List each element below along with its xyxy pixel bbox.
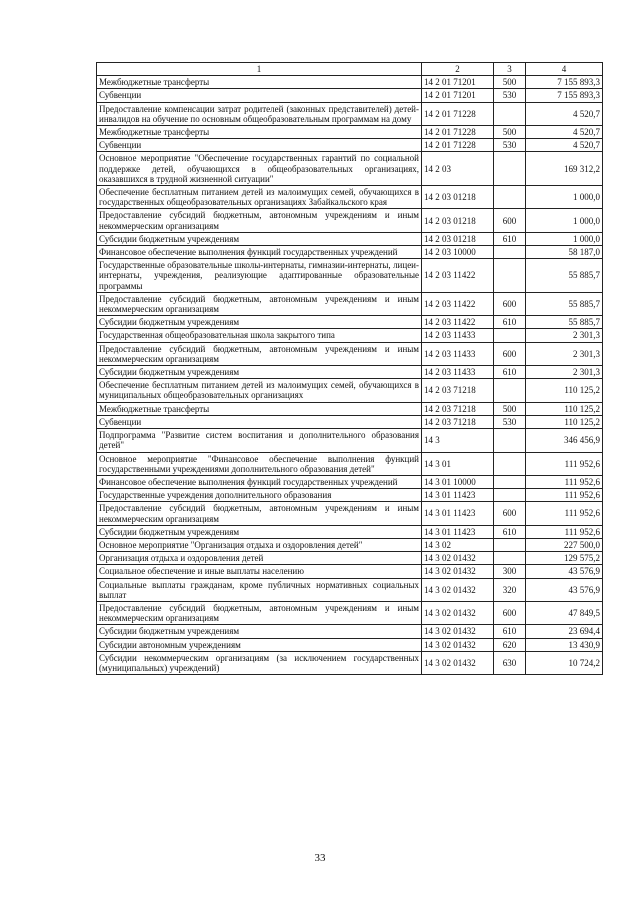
- row-amount-cell: 7 155 893,3: [526, 76, 603, 89]
- row-code-cell: 14 3: [422, 429, 494, 452]
- row-amount-cell: 7 155 893,3: [526, 89, 603, 102]
- row-amount-cell: 23 694,4: [526, 625, 603, 638]
- row-type-cell: 610: [494, 625, 526, 638]
- row-code-cell: 14 2 03: [422, 152, 494, 186]
- row-name-cell: Субвенции: [97, 415, 422, 428]
- row-name-cell: Предоставление субсидий бюджетным, автономным учреждениям и иным некоммерческим организациям: [97, 292, 422, 315]
- row-type-cell: [494, 429, 526, 452]
- row-amount-cell: 346 456,9: [526, 429, 603, 452]
- row-name-cell: Межбюджетные трансферты: [97, 402, 422, 415]
- row-amount-cell: 169 312,2: [526, 152, 603, 186]
- row-type-cell: 610: [494, 366, 526, 379]
- row-type-cell: [494, 186, 526, 209]
- row-code-cell: 14 3 02 01432: [422, 625, 494, 638]
- row-name-cell: Основное мероприятие "Организация отдыха и оздоровления детей": [97, 538, 422, 551]
- row-type-cell: 610: [494, 525, 526, 538]
- row-name-cell: Субсидии бюджетным учреждениям: [97, 366, 422, 379]
- row-name-cell: Государственная общеобразовательная школа закрытого типа: [97, 329, 422, 342]
- table-row: [97, 259, 603, 293]
- row-type-cell: [494, 552, 526, 565]
- row-code-cell: 14 3 01 11423: [422, 525, 494, 538]
- row-type-cell: 610: [494, 232, 526, 245]
- row-amount-cell: 129 575,2: [526, 552, 603, 565]
- row-type-cell: 530: [494, 89, 526, 102]
- row-name-cell: Предоставление компенсации затрат родителей (законных представителей) детей-инвалидов на обучение по основным общеобразовательным программам на дому: [97, 102, 422, 125]
- row-name-cell: Обеспечение бесплатным питанием детей из малоимущих семей, обучающихся в муниципальных общеобразовательных организациях: [97, 379, 422, 402]
- row-code-cell: 14 3 01 11423: [422, 502, 494, 525]
- row-code-cell: 14 3 02 01432: [422, 552, 494, 565]
- table-row: [97, 342, 603, 365]
- row-amount-cell: 43 576,9: [526, 578, 603, 601]
- row-amount-cell: 4 520,7: [526, 139, 603, 152]
- table-row: [97, 578, 603, 601]
- row-name-cell: Социальное обеспечение и иные выплаты населению: [97, 565, 422, 578]
- row-code-cell: 14 3 02 01432: [422, 578, 494, 601]
- row-amount-cell: 1 000,0: [526, 232, 603, 245]
- row-amount-cell: 13 430,9: [526, 638, 603, 651]
- row-type-cell: [494, 102, 526, 125]
- table-row: [97, 152, 603, 186]
- row-name-cell: Субвенции: [97, 89, 422, 102]
- row-name-cell: Организация отдыха и оздоровления детей: [97, 552, 422, 565]
- row-type-cell: 530: [494, 139, 526, 152]
- row-name-cell: Субсидии бюджетным учреждениям: [97, 232, 422, 245]
- row-name-cell: Предоставление субсидий бюджетным, автономным учреждениям и иным некоммерческим организациям: [97, 502, 422, 525]
- table-row: [97, 565, 603, 578]
- row-amount-cell: 110 125,2: [526, 379, 603, 402]
- row-amount-cell: 111 952,6: [526, 502, 603, 525]
- row-amount-cell: 1 000,0: [526, 209, 603, 232]
- table-row: [97, 552, 603, 565]
- table-row: [97, 316, 603, 329]
- row-amount-cell: 47 849,5: [526, 601, 603, 624]
- row-amount-cell: 110 125,2: [526, 415, 603, 428]
- row-amount-cell: 111 952,6: [526, 489, 603, 502]
- row-name-cell: Субсидии автономным учреждениям: [97, 638, 422, 651]
- row-code-cell: 14 2 01 71228: [422, 102, 494, 125]
- table-row: [97, 232, 603, 245]
- table-row: [97, 538, 603, 551]
- table-row: [97, 475, 603, 488]
- row-amount-cell: 43 576,9: [526, 565, 603, 578]
- row-type-cell: 500: [494, 126, 526, 139]
- row-code-cell: 14 3 01 10000: [422, 475, 494, 488]
- header-col-4: 4: [526, 63, 603, 76]
- row-code-cell: 14 3 02 01432: [422, 565, 494, 578]
- table-row: [97, 186, 603, 209]
- row-amount-cell: 4 520,7: [526, 102, 603, 125]
- row-type-cell: 530: [494, 415, 526, 428]
- table-row: [97, 651, 603, 674]
- header-col-1: 1: [97, 63, 422, 76]
- budget-table-container: [96, 62, 602, 675]
- row-amount-cell: 58 187,0: [526, 246, 603, 259]
- row-amount-cell: 2 301,3: [526, 366, 603, 379]
- row-type-cell: [494, 246, 526, 259]
- row-amount-cell: 110 125,2: [526, 402, 603, 415]
- row-code-cell: 14 2 03 11422: [422, 292, 494, 315]
- row-type-cell: [494, 379, 526, 402]
- table-row: [97, 89, 603, 102]
- row-amount-cell: 4 520,7: [526, 126, 603, 139]
- row-code-cell: 14 3 01: [422, 452, 494, 475]
- row-type-cell: 500: [494, 402, 526, 415]
- row-name-cell: Субсидии некоммерческим организациям (за исключением государственных (муниципальных) учреждений): [97, 651, 422, 674]
- row-code-cell: 14 2 03 71218: [422, 402, 494, 415]
- row-amount-cell: 2 301,3: [526, 342, 603, 365]
- row-type-cell: 320: [494, 578, 526, 601]
- row-type-cell: [494, 475, 526, 488]
- row-code-cell: 14 2 03 01218: [422, 209, 494, 232]
- table-row: [97, 139, 603, 152]
- row-type-cell: 600: [494, 601, 526, 624]
- table-row: [97, 415, 603, 428]
- row-code-cell: 14 2 03 11433: [422, 342, 494, 365]
- row-type-cell: 600: [494, 502, 526, 525]
- row-type-cell: [494, 538, 526, 551]
- table-row: [97, 452, 603, 475]
- row-type-cell: [494, 489, 526, 502]
- table-row: [97, 292, 603, 315]
- row-amount-cell: 1 000,0: [526, 186, 603, 209]
- row-name-cell: Финансовое обеспечение выполнения функций государственных учреждений: [97, 246, 422, 259]
- row-code-cell: 14 2 03 01218: [422, 186, 494, 209]
- row-name-cell: Основное мероприятие "Обеспечение государственных гарантий по социальной поддержке детей, обучающихся в общеобразовательных организациях, оказавшихся в трудной жизненной ситуации": [97, 152, 422, 186]
- row-name-cell: Обеспечение бесплатным питанием детей из малоимущих семей, обучающихся в государственных общеобразовательных организациях Забайкальского края: [97, 186, 422, 209]
- row-type-cell: [494, 329, 526, 342]
- row-name-cell: Межбюджетные трансферты: [97, 126, 422, 139]
- row-name-cell: Социальные выплаты гражданам, кроме публичных нормативных социальных выплат: [97, 578, 422, 601]
- row-type-cell: 500: [494, 76, 526, 89]
- row-code-cell: 14 2 03 11433: [422, 329, 494, 342]
- row-type-cell: [494, 152, 526, 186]
- row-code-cell: 14 3 02 01432: [422, 638, 494, 651]
- row-code-cell: 14 2 01 71228: [422, 139, 494, 152]
- row-type-cell: 600: [494, 292, 526, 315]
- table-row: [97, 329, 603, 342]
- row-code-cell: 14 2 01 71201: [422, 76, 494, 89]
- row-code-cell: 14 2 03 11422: [422, 259, 494, 293]
- row-code-cell: 14 2 03 10000: [422, 246, 494, 259]
- table-row: [97, 379, 603, 402]
- row-type-cell: 620: [494, 638, 526, 651]
- row-amount-cell: 227 500,0: [526, 538, 603, 551]
- row-type-cell: 600: [494, 209, 526, 232]
- row-code-cell: 14 2 03 71218: [422, 415, 494, 428]
- row-amount-cell: 111 952,6: [526, 452, 603, 475]
- table-row: [97, 489, 603, 502]
- table-row: [97, 601, 603, 624]
- row-name-cell: Финансовое обеспечение выполнения функций государственных учреждений: [97, 475, 422, 488]
- row-name-cell: Предоставление субсидий бюджетным, автономным учреждениям и иным некоммерческим организациям: [97, 209, 422, 232]
- row-amount-cell: 10 724,2: [526, 651, 603, 674]
- row-code-cell: 14 2 03 01218: [422, 232, 494, 245]
- table-row: [97, 76, 603, 89]
- row-code-cell: 14 2 03 11433: [422, 366, 494, 379]
- table-row: [97, 102, 603, 125]
- row-code-cell: 14 2 01 71228: [422, 126, 494, 139]
- budget-table: [96, 62, 603, 675]
- row-type-cell: [494, 452, 526, 475]
- table-row: [97, 625, 603, 638]
- row-name-cell: Субсидии бюджетным учреждениям: [97, 525, 422, 538]
- row-type-cell: 610: [494, 316, 526, 329]
- table-row: [97, 502, 603, 525]
- header-col-2: 2: [422, 63, 494, 76]
- row-type-cell: [494, 259, 526, 293]
- table-row: [97, 246, 603, 259]
- page-number: 33: [314, 852, 326, 864]
- table-row: [97, 366, 603, 379]
- row-code-cell: 14 3 02 01432: [422, 601, 494, 624]
- row-code-cell: 14 2 03 11422: [422, 316, 494, 329]
- row-name-cell: Субвенции: [97, 139, 422, 152]
- row-name-cell: Государственные образовательные школы-интернаты, гимназии-интернаты, лицеи-интернаты, учреждения, реализующие адаптированные образовательные программы: [97, 259, 422, 293]
- row-name-cell: Субсидии бюджетным учреждениям: [97, 625, 422, 638]
- row-amount-cell: 111 952,6: [526, 475, 603, 488]
- table-row: [97, 525, 603, 538]
- row-name-cell: Предоставление субсидий бюджетным, автономным учреждениям и иным некоммерческим организациям: [97, 601, 422, 624]
- row-amount-cell: 2 301,3: [526, 329, 603, 342]
- row-name-cell: Межбюджетные трансферты: [97, 76, 422, 89]
- table-row: [97, 429, 603, 452]
- row-type-cell: 600: [494, 342, 526, 365]
- row-name-cell: Субсидии бюджетным учреждениям: [97, 316, 422, 329]
- row-amount-cell: 55 885,7: [526, 292, 603, 315]
- row-name-cell: Основное мероприятие "Финансовое обеспечение выполнения функций государственными учреждениями дополнительного образования детей": [97, 452, 422, 475]
- row-code-cell: 14 2 01 71201: [422, 89, 494, 102]
- table-row: [97, 126, 603, 139]
- table-header-row: [97, 63, 603, 76]
- table-row: [97, 402, 603, 415]
- header-col-3: 3: [494, 63, 526, 76]
- row-amount-cell: 55 885,7: [526, 259, 603, 293]
- row-code-cell: 14 3 02: [422, 538, 494, 551]
- row-type-cell: 300: [494, 565, 526, 578]
- table-row: [97, 638, 603, 651]
- row-name-cell: Подпрограмма "Развитие систем воспитания и дополнительного образования детей": [97, 429, 422, 452]
- row-name-cell: Предоставление субсидий бюджетным, автономным учреждениям и иным некоммерческим организациям: [97, 342, 422, 365]
- row-amount-cell: 111 952,6: [526, 525, 603, 538]
- row-code-cell: 14 3 01 11423: [422, 489, 494, 502]
- row-code-cell: 14 2 03 71218: [422, 379, 494, 402]
- row-name-cell: Государственные учреждения дополнительного образования: [97, 489, 422, 502]
- table-row: [97, 209, 603, 232]
- row-code-cell: 14 3 02 01432: [422, 651, 494, 674]
- row-amount-cell: 55 885,7: [526, 316, 603, 329]
- row-type-cell: 630: [494, 651, 526, 674]
